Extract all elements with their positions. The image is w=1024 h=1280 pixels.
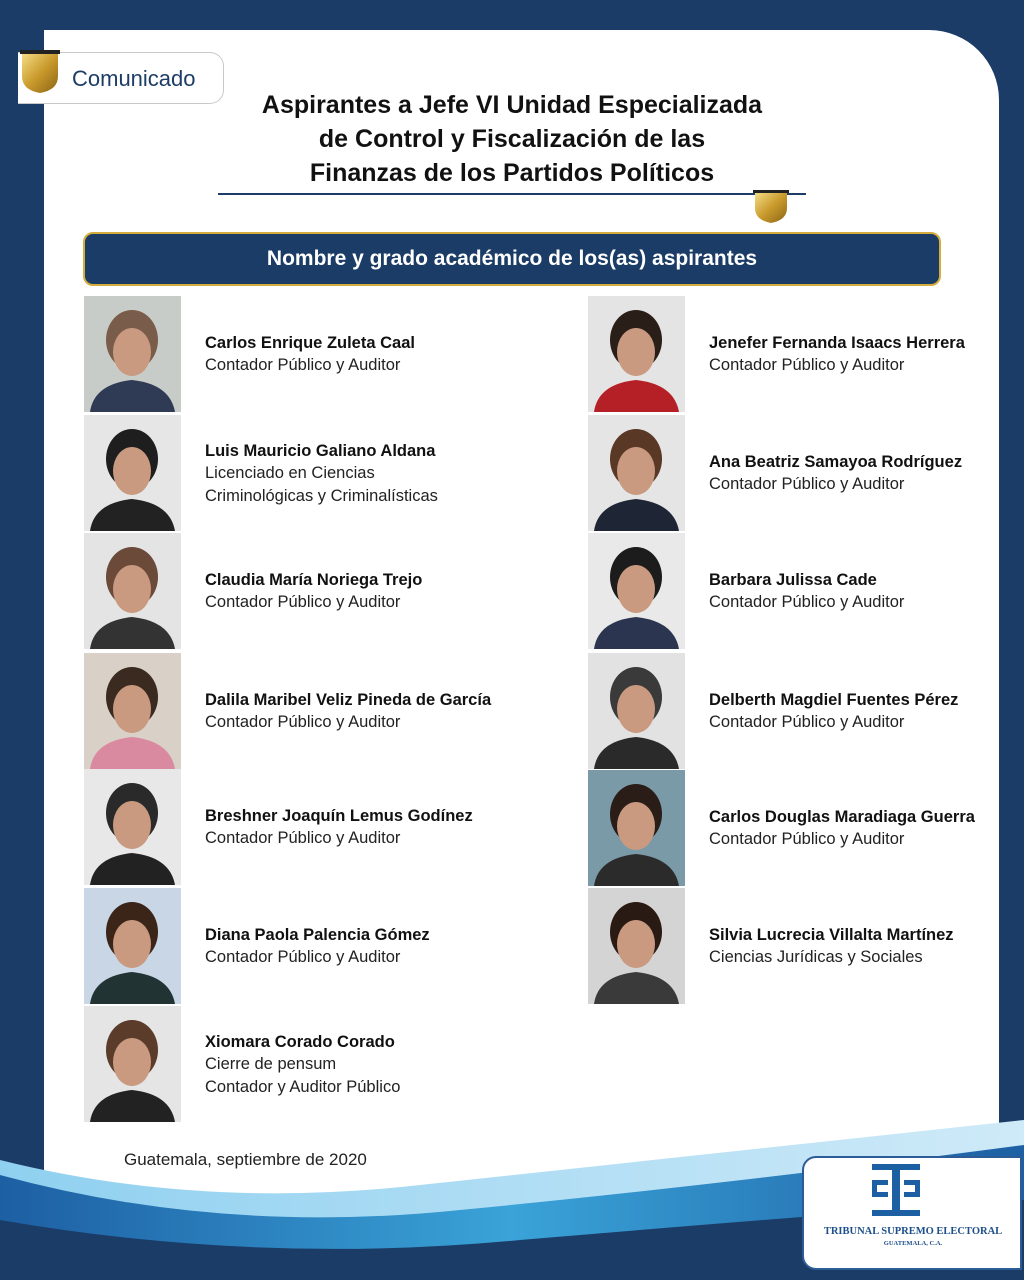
candidate-photo xyxy=(588,770,685,886)
candidate-degree: Contador Público y Auditor xyxy=(709,830,905,848)
tse-logo-name: TRIBUNAL SUPREMO ELECTORAL xyxy=(823,1226,1003,1237)
candidate-degree: Contador Público y Auditor xyxy=(709,593,905,611)
candidate-name: Breshner Joaquín Lemus Godínez xyxy=(205,807,473,825)
candidate-info xyxy=(205,332,535,377)
candidate-degree: Contador Público y Auditor xyxy=(205,829,401,847)
candidate-name: Delberth Magdiel Fuentes Pérez xyxy=(709,691,959,709)
candidate-info xyxy=(709,689,1024,734)
footer-date: Guatemala, septiembre de 2020 xyxy=(124,1150,367,1169)
candidate-info xyxy=(709,806,1024,851)
candidate-degree: Licenciado en Ciencias xyxy=(205,464,375,482)
gold-shield-icon xyxy=(20,50,60,94)
title-divider xyxy=(218,193,806,195)
candidate-photo xyxy=(588,415,685,531)
candidate-degree: Contador Público y Auditor xyxy=(709,475,905,493)
candidate-name: Carlos Enrique Zuleta Caal xyxy=(205,334,415,352)
subheading-bar: Nombre y grado académico de los(as) aspirantes xyxy=(83,232,941,286)
candidate-name: Carlos Douglas Maradiaga Guerra xyxy=(709,808,975,826)
tse-logo-subtitle: GUATEMALA, C.A. xyxy=(883,1240,943,1247)
page-title xyxy=(200,88,824,190)
candidate-degree: Contador Público y Auditor xyxy=(709,713,905,731)
candidate-info xyxy=(709,451,1024,496)
candidate-name: Diana Paola Palencia Gómez xyxy=(205,926,430,944)
gold-shield-icon xyxy=(753,190,789,224)
candidate-info xyxy=(205,440,535,507)
candidate-name: Xiomara Corado Corado xyxy=(205,1033,395,1051)
candidate-degree: Contador y Auditor Público xyxy=(205,1077,401,1096)
candidate-photo xyxy=(84,415,181,531)
candidate-photo xyxy=(84,533,181,649)
candidate-degree: Contador Público y Auditor xyxy=(205,713,401,731)
candidate-info xyxy=(709,569,1024,614)
candidate-degree: Cierre de pensum xyxy=(205,1055,337,1073)
candidate-name: Barbara Julissa Cade xyxy=(709,571,877,589)
candidate-info xyxy=(205,924,535,969)
candidate-photo xyxy=(588,533,685,649)
candidate-info xyxy=(205,1031,535,1098)
candidate-photo xyxy=(84,888,181,1004)
candidate-photo xyxy=(588,653,685,769)
title-line: de Control y Fiscalización de las xyxy=(318,125,706,153)
candidate-name: Claudia María Noriega Trejo xyxy=(205,571,423,589)
candidate-degree: Contador Público y Auditor xyxy=(205,593,401,611)
candidate-info xyxy=(709,924,1024,969)
candidate-degree: Criminológicas y Criminalísticas xyxy=(205,486,438,505)
candidate-degree: Contador Público y Auditor xyxy=(205,356,401,374)
candidate-photo xyxy=(84,769,181,885)
candidate-info xyxy=(205,805,535,850)
candidate-photo xyxy=(84,653,181,769)
candidate-info xyxy=(205,569,535,614)
candidate-degree: Contador Público y Auditor xyxy=(709,356,905,374)
candidate-degree: Contador Público y Auditor xyxy=(205,948,401,966)
candidate-name: Luis Mauricio Galiano Aldana xyxy=(205,442,436,460)
candidate-photo xyxy=(588,296,685,412)
candidate-name: Jenefer Fernanda Isaacs Herrera xyxy=(709,334,965,352)
candidate-photo xyxy=(84,296,181,412)
candidate-info xyxy=(709,332,1024,377)
candidate-photo xyxy=(588,888,685,1004)
tse-emblem-icon xyxy=(868,1162,924,1222)
candidate-info xyxy=(205,689,535,734)
title-line: Finanzas de los Partidos Políticos xyxy=(309,159,715,187)
comunicado-label: Comunicado xyxy=(72,66,196,91)
title-line: Aspirantes a Jefe VI Unidad Especializada xyxy=(261,91,763,119)
candidate-name: Ana Beatriz Samayoa Rodríguez xyxy=(709,453,963,471)
candidate-degree: Ciencias Jurídicas y Sociales xyxy=(709,948,923,966)
candidate-name: Dalila Maribel Veliz Pineda de García xyxy=(205,691,492,709)
candidate-name: Silvia Lucrecia Villalta Martínez xyxy=(709,926,954,944)
